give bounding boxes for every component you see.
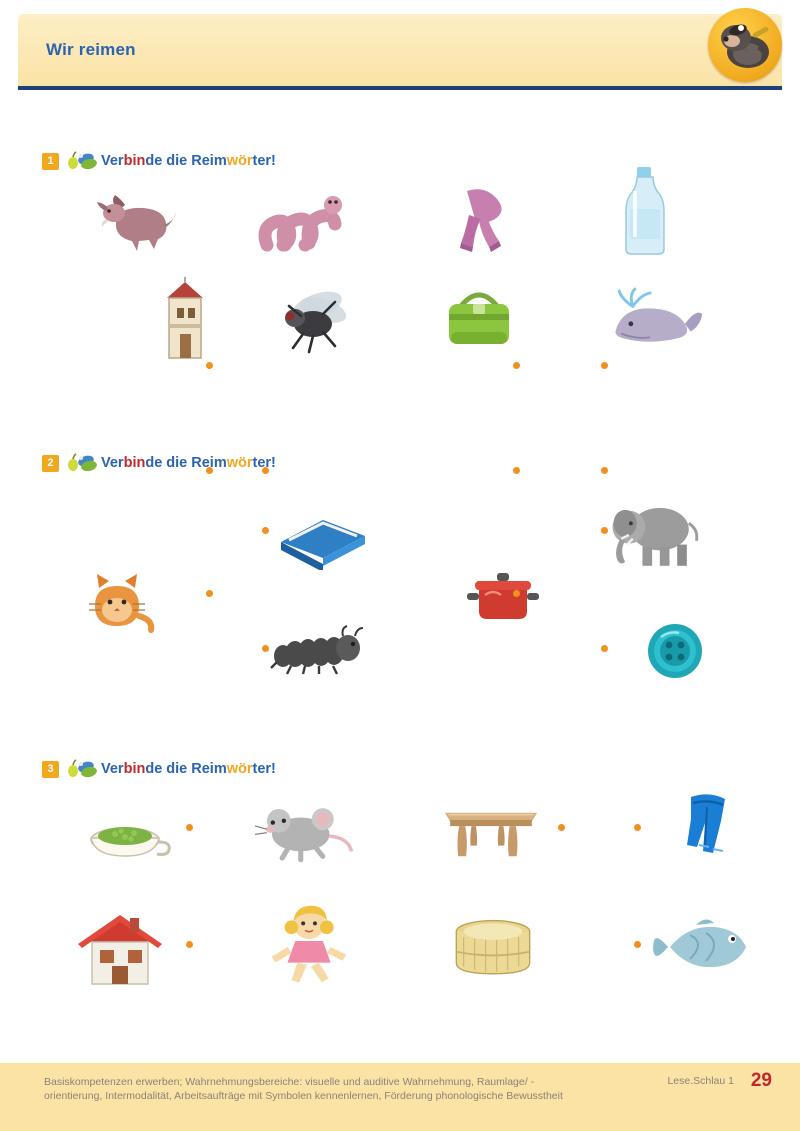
instr-part-3: de die Reim xyxy=(145,153,227,169)
instr-part-2: bin xyxy=(123,153,146,169)
fly-picture xyxy=(262,278,372,360)
page-number: 29 xyxy=(750,1070,772,1091)
instr-part-5: ter! xyxy=(252,153,276,169)
exercise-2-instruction xyxy=(101,455,276,471)
instr-part-4: wör xyxy=(226,153,253,169)
table-picture xyxy=(436,786,546,868)
whale-picture xyxy=(600,278,710,360)
instr-part-1: Ver xyxy=(101,153,124,169)
connect-dot[interactable] xyxy=(186,824,193,831)
connect-dot[interactable] xyxy=(206,362,213,369)
exercise-2-number: 2 xyxy=(42,455,59,472)
pot-picture xyxy=(448,552,558,634)
connect-lines-icon xyxy=(67,453,97,473)
connect-dot[interactable] xyxy=(206,590,213,597)
instr-part-1: Ver xyxy=(101,455,124,471)
connect-lines-icon xyxy=(67,151,97,171)
doll-picture xyxy=(258,903,368,985)
exercise-3-number: 3 xyxy=(42,761,59,778)
mole-mascot-icon xyxy=(708,8,782,82)
exercise-1-number: 1 xyxy=(42,153,59,170)
cat-picture xyxy=(62,557,172,639)
instr-part-1: Ver xyxy=(101,761,124,777)
instr-part-4: wör xyxy=(226,455,253,471)
connect-dot[interactable] xyxy=(601,362,608,369)
tower-picture xyxy=(130,278,240,360)
instr-part-2: bin xyxy=(123,455,146,471)
connect-dot[interactable] xyxy=(601,467,608,474)
bottle-picture xyxy=(590,168,700,250)
house-picture xyxy=(66,906,176,988)
page-title: Wir reimen xyxy=(46,40,136,59)
connect-dot[interactable] xyxy=(262,645,269,652)
connect-dot[interactable] xyxy=(513,590,520,597)
exercise-2-header xyxy=(42,452,276,474)
jeans-picture xyxy=(650,788,760,870)
exercise-3-header xyxy=(42,758,276,780)
connect-lines-icon xyxy=(67,759,97,779)
bag-picture xyxy=(424,278,534,360)
goat-picture xyxy=(85,178,195,260)
page-footer xyxy=(0,1063,800,1131)
instr-part-5: ter! xyxy=(252,761,276,777)
elephant-picture xyxy=(600,492,710,574)
instr-part-3: de die Reim xyxy=(145,455,227,471)
connect-dot[interactable] xyxy=(634,941,641,948)
soup-picture xyxy=(70,792,180,874)
can-picture xyxy=(438,908,548,990)
caterpillar-picture xyxy=(264,612,374,694)
connect-dot[interactable] xyxy=(513,467,520,474)
exercise-1-instruction xyxy=(101,153,276,169)
footer-series: Lese.Schlau 1 xyxy=(667,1075,734,1087)
exercise-3-instruction xyxy=(101,761,276,777)
exercise-1-header xyxy=(42,150,276,172)
scarf-picture xyxy=(430,178,540,260)
connect-dot[interactable] xyxy=(634,824,641,831)
book-picture xyxy=(268,494,378,576)
fish-picture xyxy=(650,906,760,988)
mouse-picture xyxy=(250,790,360,872)
button-picture xyxy=(620,610,730,692)
instr-part-4: wör xyxy=(226,761,253,777)
footer-note: Basiskompetenzen erwerben; Wahrnehmungsbereiche: visuelle und auditive Wahrnehmung, Raumlage/ -orientierung, Intermodalität, Arbeitsaufträge mit Symbolen kennenlernen, Förderung phonologische Bewusstheit xyxy=(44,1076,563,1102)
connect-dot[interactable] xyxy=(601,645,608,652)
connect-dot[interactable] xyxy=(558,824,565,831)
instr-part-2: bin xyxy=(123,761,146,777)
header-divider xyxy=(18,86,782,90)
instr-part-5: ter! xyxy=(252,455,276,471)
connect-dot[interactable] xyxy=(513,362,520,369)
worm-picture xyxy=(250,178,360,260)
page-header xyxy=(18,14,782,86)
instr-part-3: de die Reim xyxy=(145,761,227,777)
connect-dot[interactable] xyxy=(186,941,193,948)
